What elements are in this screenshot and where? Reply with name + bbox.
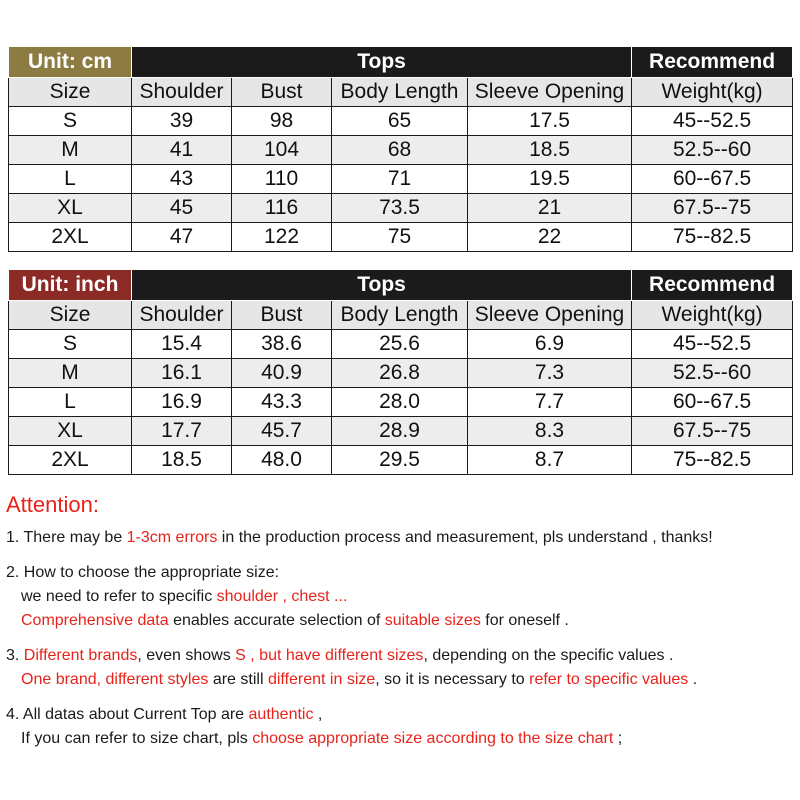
size-table-inch (8, 269, 793, 475)
table-cell: 21 (468, 194, 632, 223)
table-cell: 17.5 (468, 107, 632, 136)
note-line (6, 609, 796, 633)
table-cell: 25.6 (332, 330, 468, 359)
table-cell: 43 (132, 165, 232, 194)
table-cell: 75--82.5 (632, 223, 793, 252)
table-cell: 16.1 (132, 359, 232, 388)
table-cell: 45 (132, 194, 232, 223)
note-text: ; (613, 730, 623, 747)
table-cell: 65 (332, 107, 468, 136)
table-cell: 39 (132, 107, 232, 136)
table-cell: 47 (132, 223, 232, 252)
note-line (6, 668, 796, 692)
recommend-label: Recommend (632, 47, 793, 78)
table-cell: 71 (332, 165, 468, 194)
note-text: . (688, 671, 698, 688)
note-highlight: S , but have different sizes (235, 647, 424, 664)
table-row (9, 107, 793, 136)
column-header: Bust (232, 78, 332, 107)
unit-label: Unit: cm (9, 47, 132, 78)
note-line (6, 526, 796, 550)
table-cell: 18.5 (468, 136, 632, 165)
table-row (9, 194, 793, 223)
note-highlight: shoulder , chest ... (216, 588, 348, 605)
table-cell: S (9, 330, 132, 359)
table-cell: 41 (132, 136, 232, 165)
note-line (6, 727, 796, 751)
note-text: enables accurate selection of (168, 612, 385, 629)
note-text: 2. How to choose the appropriate size: (6, 564, 280, 581)
attention-title: Attention: (6, 492, 99, 517)
note-highlight: refer to specific values (529, 671, 689, 688)
column-header: Weight(kg) (632, 301, 793, 330)
table-cell: 18.5 (132, 446, 232, 475)
table-row (9, 359, 793, 388)
table-cell: 26.8 (332, 359, 468, 388)
table-cell: S (9, 107, 132, 136)
table-row (9, 417, 793, 446)
table-cell: 98 (232, 107, 332, 136)
table-cell: 16.9 (132, 388, 232, 417)
column-header: Size (9, 78, 132, 107)
table-cell: M (9, 136, 132, 165)
table-cell: 15.4 (132, 330, 232, 359)
column-header-row (9, 78, 793, 107)
table-cell: 60--67.5 (632, 165, 793, 194)
note-highlight: authentic (248, 706, 314, 723)
table-cell: 22 (468, 223, 632, 252)
column-header: Size (9, 301, 132, 330)
note-highlight: suitable sizes (384, 612, 481, 629)
note-text: , depending on the specific values . (423, 647, 674, 664)
table-cell: M (9, 359, 132, 388)
table-header-row (9, 270, 793, 301)
column-header: Sleeve Opening (468, 301, 632, 330)
note-highlight: Comprehensive data (21, 612, 169, 629)
table-cell: 19.5 (468, 165, 632, 194)
table-cell: XL (9, 194, 132, 223)
note-text: are still (208, 671, 268, 688)
attention-section (6, 492, 796, 762)
table-cell: L (9, 388, 132, 417)
table-cell: 45--52.5 (632, 107, 793, 136)
column-header: Shoulder (132, 301, 232, 330)
note-text: 1. There may be (6, 529, 127, 546)
table-cell: 29.5 (332, 446, 468, 475)
table-cell: 60--67.5 (632, 388, 793, 417)
note-line (6, 644, 796, 668)
note-text: for oneself . (480, 612, 569, 629)
table-cell: 116 (232, 194, 332, 223)
table-cell: 67.5--75 (632, 194, 793, 223)
column-header: Shoulder (132, 78, 232, 107)
table-cell: 75--82.5 (632, 446, 793, 475)
table-cell: 43.3 (232, 388, 332, 417)
table-header-row (9, 47, 793, 78)
table-row (9, 136, 793, 165)
table-row (9, 330, 793, 359)
column-header-row (9, 301, 793, 330)
note-text: , (313, 706, 323, 723)
note-text: , even shows (137, 647, 236, 664)
unit-label: Unit: inch (9, 270, 132, 301)
note-line (6, 585, 796, 609)
note-text: in the production process and measurement, pls understand , thanks! (217, 529, 713, 546)
note-highlight: One brand, different styles (21, 671, 209, 688)
table-cell: 17.7 (132, 417, 232, 446)
note-text: 4. All datas about Current Top are (6, 706, 249, 723)
column-header: Body Length (332, 301, 468, 330)
table-cell: XL (9, 417, 132, 446)
note-highlight: Different brands (23, 647, 138, 664)
table-cell: 52.5--60 (632, 136, 793, 165)
table-cell: 45--52.5 (632, 330, 793, 359)
table-cell: 68 (332, 136, 468, 165)
note-1 (6, 526, 796, 550)
table-cell: 40.9 (232, 359, 332, 388)
column-header: Sleeve Opening (468, 78, 632, 107)
table-cell: 2XL (9, 223, 132, 252)
table-row (9, 165, 793, 194)
table-cell: L (9, 165, 132, 194)
table-cell: 8.7 (468, 446, 632, 475)
recommend-label: Recommend (632, 270, 793, 301)
table-cell: 8.3 (468, 417, 632, 446)
table-cell: 38.6 (232, 330, 332, 359)
table-cell: 104 (232, 136, 332, 165)
column-header: Weight(kg) (632, 78, 793, 107)
note-text: we need to refer to specific (21, 588, 217, 605)
group-label: Tops (132, 47, 632, 78)
table-cell: 122 (232, 223, 332, 252)
group-label: Tops (132, 270, 632, 301)
column-header: Body Length (332, 78, 468, 107)
table-cell: 2XL (9, 446, 132, 475)
note-text: 3. (6, 647, 24, 664)
table-cell: 45.7 (232, 417, 332, 446)
column-header: Bust (232, 301, 332, 330)
note-highlight: choose appropriate size according to the size chart (252, 730, 614, 747)
table-cell: 67.5--75 (632, 417, 793, 446)
table-cell: 75 (332, 223, 468, 252)
table-cell: 73.5 (332, 194, 468, 223)
note-highlight: different in size (267, 671, 376, 688)
note-text: , so it is necessary to (375, 671, 530, 688)
table-row (9, 388, 793, 417)
table-cell: 52.5--60 (632, 359, 793, 388)
table-cell: 28.0 (332, 388, 468, 417)
note-line (6, 561, 796, 585)
table-cell: 48.0 (232, 446, 332, 475)
note-2 (6, 561, 796, 633)
table-row (9, 223, 793, 252)
table-row (9, 446, 793, 475)
note-4 (6, 703, 796, 751)
table-cell: 7.3 (468, 359, 632, 388)
note-3 (6, 644, 796, 692)
note-highlight: 1-3cm errors (126, 529, 218, 546)
note-line (6, 703, 796, 727)
table-cell: 6.9 (468, 330, 632, 359)
size-table-cm (8, 46, 793, 252)
note-text: If you can refer to size chart, pls (21, 730, 253, 747)
table-cell: 110 (232, 165, 332, 194)
table-cell: 28.9 (332, 417, 468, 446)
table-cell: 7.7 (468, 388, 632, 417)
